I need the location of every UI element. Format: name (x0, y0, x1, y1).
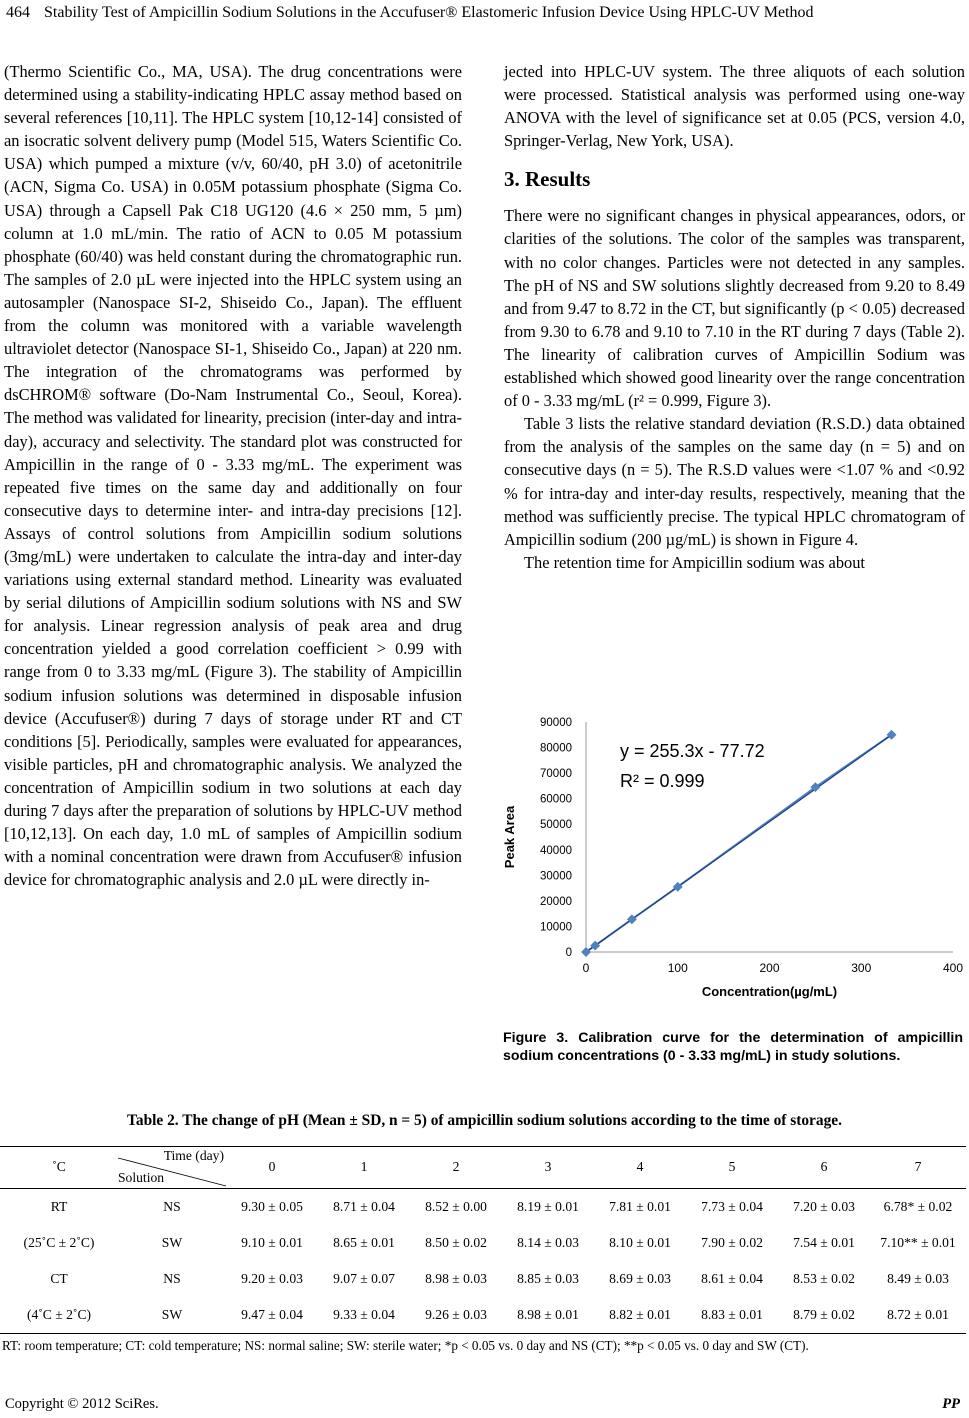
methods-paragraph: (Thermo Scientific Co., MA, USA). The drug concentrations were determined using a stability-indicating HPLC assay method based on several references [10,11]. The HPLC system [10,12-14] consisted of an isocratic solvent delivery pump (Model 515, Waters Scientific Co. USA) which pumped a mixture (v/v, 60/40, pH 3.0) of acetonitrile (ACN, Sigma Co. USA) in 0.05M potassium phosphate (Sigma Co. USA) through a Capsell Pak C18 UG120 (4.6 × 250 mm, 5 µm) column at 1.0 mL/min. The ratio of ACN to 0.05 M potassium phosphate (60/40) was held constant during the chromatographic run. The samples of 2.0 µL were injected into the HPLC system using an autosampler (Nanospace SI-2, Shiseido Co., Japan). The effluent from the column was monitored with a variable wavelength ultraviolet detector (Nanospace SI-1, Shiseido Co., Japan) at 220 nm. The integration of the chromatograms was performed by dsCHROM® software (Do-Nam Instrumental Co., Seoul, Korea). The method was validated for linearity, precision (inter-day and intra-day), accuracy and selectivity. The standard plot was constructed for Ampicillin in the range of 0 - 3.33 mg/mL. The experiment was repeated five times on the same day and additionally on four consecutive days to determine inter- and intra-day precisions [12]. Assays of control solutions from Ampicillin sodium solutions (3mg/mL) were undertaken to calculate the intra-day and inter-day variations using external standard method. Linearity was evaluated by serial dilutions of Ampicillin sodium solutions with NS and SW for analysis. Linear regression analysis of peak area and drug concentration yielded a good correlation coefficient > 0.99 with range from 0 to 3.33 mg/mL (Figure 3). The stability of Ampicillin sodium infusion solutions was determined in disposable infusion device (Accufuser®) during 7 days of storage under RT and CT conditions [5]. Periodically, samples were evaluated for appearances, visible particles, pH and chromatographic analysis. We analyzed the concentration of Ampicillin sodium in two solutions at each day during 7 days after the preparation of solutions by HPLC-UV method [10,12,13]. On each day, 1.0 mL of samples of Ampicillin sodium with a nominal concentration were drawn from Accufuser® infusion device for chromatographic analysis and 2.0 µL were directly in- (4, 62, 462, 890)
solution-type: SW (161, 1307, 183, 1322)
x-tick-label: 0 (582, 961, 590, 975)
header-diagonal-line (118, 1146, 228, 1188)
ph-value: 7.81 ± 0.01 (609, 1199, 671, 1214)
r2-annotation: R² = 0.999 (620, 771, 705, 791)
figure-caption: Figure 3. Calibration curve for the determination of ampicillin sodium concentrations (0 - 3.33 mg/mL) in study solutions. (503, 1030, 963, 1064)
ph-value: 8.10 ± 0.01 (609, 1235, 671, 1250)
day-header: 7 (870, 1146, 966, 1189)
results-paragraph-3: The retention time for Ampicillin sodium was about (524, 552, 865, 572)
right-column (504, 60, 965, 574)
ph-value: 8.69 ± 0.03 (609, 1271, 671, 1286)
ph-value: 9.07 ± 0.07 (333, 1271, 395, 1286)
equation-annotation: y = 255.3x - 77.72 (620, 741, 765, 761)
storage-condition: RT (50, 1199, 68, 1214)
day-header: 2 (410, 1146, 502, 1189)
y-tick-label: 20000 (540, 895, 572, 908)
running-title: Stability Test of Ampicillin Sodium Solutions in the Accufuser® Elastomeric Infusion Device Using HPLC-UV Method (44, 4, 814, 21)
left-column (4, 60, 462, 891)
storage-condition: (4˚C ± 2˚C) (26, 1307, 92, 1322)
x-tick-label: 200 (759, 961, 780, 975)
results-paragraph-2: Table 3 lists the relative standard deviation (R.S.D.) data obtained from the analysis of the samples on the same day (n = 5) and on consecutive days (n = 5). The R.S.D values were <1.07 % and <0.92 % for intra-day and inter-day results, respectively, meaning that the method was sufficiently precise. The typical HPLC chromatogram of Ampicillin sodium (200 µg/mL) is shown in Figure 4. (504, 414, 965, 549)
ph-value: 9.10 ± 0.01 (241, 1235, 303, 1250)
ph-value: 8.83 ± 0.01 (701, 1307, 763, 1322)
ph-value: 8.19 ± 0.01 (517, 1199, 579, 1214)
table-row (0, 1225, 966, 1261)
ph-value: 9.33 ± 0.04 (333, 1307, 395, 1322)
methods-end-paragraph: jected into HPLC-UV system. The three aliquots of each solution were processed. Statistical analysis was performed using one-way ANOVA with the level of significance set at 0.05 (PCS, version 4.0, Springer-Verlag, New York, USA). (504, 62, 965, 151)
ph-value: 9.20 ± 0.03 (241, 1271, 303, 1286)
ph-value: 8.50 ± 0.02 (425, 1235, 487, 1250)
solution-header: Solution (118, 1170, 165, 1185)
ph-value: 8.71 ± 0.04 (333, 1199, 395, 1214)
solution-type: NS (163, 1271, 181, 1286)
ph-value: 9.47 ± 0.04 (241, 1307, 303, 1322)
table-row (0, 1261, 966, 1297)
results-paragraph-1: There were no significant changes in physical appearances, odors, or clarities of the solutions. The color of the samples was transparent, with no color changes. Particles were not detected in any samples. The pH of NS and SW solutions slightly decreased from 9.20 to 8.49 and from 9.47 to 8.72 in the CT, but significantly (p < 0.05) decreased from 9.30 to 6.78 and 9.10 to 7.10 in the RT during 7 days (Table 2). The linearity of calibration curves of Ampicillin Sodium was established which showed good linearity over the range concentration of 0 - 3.33 mg/mL (r² = 0.999, Figure 3). (504, 206, 965, 411)
y-axis-label: Peak Area (502, 805, 517, 869)
page-footer (5, 1396, 960, 1413)
unit-header: ˚C (0, 1146, 118, 1189)
y-tick-label: 30000 (540, 870, 572, 883)
table-row (0, 1189, 966, 1226)
y-tick-label: 40000 (540, 844, 572, 857)
y-tick-label: 0 (565, 947, 572, 959)
ph-value: 7.54 ± 0.01 (793, 1235, 855, 1250)
ph-value: 8.52 ± 0.00 (425, 1199, 487, 1214)
y-tick-label: 70000 (540, 768, 572, 781)
y-tick-label: 90000 (540, 717, 572, 729)
ph-value: 9.30 ± 0.05 (241, 1199, 303, 1214)
ph-value: 8.65 ± 0.01 (333, 1235, 395, 1250)
ph-value: 8.85 ± 0.03 (517, 1271, 579, 1286)
ph-value: 8.49 ± 0.03 (887, 1271, 949, 1286)
ph-value: 8.82 ± 0.01 (609, 1307, 671, 1322)
y-tick-label: 80000 (540, 742, 572, 755)
calibration-chart (502, 712, 964, 1040)
day-header: 5 (686, 1146, 778, 1189)
page-number: 464 (6, 4, 30, 21)
table-caption: Table 2. The change of pH (Mean ± SD, n = 5) of ampicillin sodium solutions according to the time of storage. (127, 1112, 842, 1129)
ph-value: 9.26 ± 0.03 (425, 1307, 487, 1322)
storage-condition: CT (50, 1271, 68, 1286)
ph-value: 8.98 ± 0.01 (517, 1307, 579, 1322)
ph-value: 8.61 ± 0.04 (701, 1271, 763, 1286)
table-bottom-rule (0, 1333, 966, 1334)
copyright: Copyright © 2012 SciRes. (5, 1396, 159, 1412)
ph-value: 7.73 ± 0.04 (701, 1199, 763, 1214)
ph-value: 7.90 ± 0.02 (701, 1235, 763, 1250)
ph-value: 8.14 ± 0.03 (517, 1235, 579, 1250)
ph-value: 8.79 ± 0.02 (793, 1307, 855, 1322)
x-axis-label: Concentration(µg/mL) (701, 984, 838, 999)
day-header: 3 (502, 1146, 594, 1189)
results-heading: 3. Results (504, 167, 591, 192)
y-tick-label: 10000 (540, 921, 572, 934)
x-tick-label: 300 (851, 961, 872, 975)
y-tick-label: 50000 (540, 819, 572, 832)
ph-value: 7.10** ± 0.01 (880, 1235, 956, 1250)
solution-type: NS (163, 1199, 181, 1214)
ph-value: 8.53 ± 0.02 (793, 1271, 855, 1286)
day-header: 0 (226, 1146, 318, 1189)
storage-condition: (25˚C ± 2˚C) (23, 1235, 95, 1250)
ph-value: 7.20 ± 0.03 (793, 1199, 855, 1214)
solution-type: SW (161, 1235, 183, 1250)
x-tick-label: 400 (942, 961, 964, 975)
day-header: 6 (778, 1146, 870, 1189)
y-tick-label: 60000 (540, 793, 572, 806)
table-row (0, 1297, 966, 1333)
ph-value: 8.98 ± 0.03 (425, 1271, 487, 1286)
day-header: 4 (594, 1146, 686, 1189)
journal-abbrev: PP (942, 1396, 960, 1412)
ph-value: 6.78* ± 0.02 (883, 1199, 953, 1214)
time-header: Time (day) (163, 1148, 224, 1163)
day-header: 1 (318, 1146, 410, 1189)
table-footnote: RT: room temperature; CT: cold temperature; NS: normal saline; SW: sterile water; *p < 0.05 vs. 0 day and NS (CT); **p < 0.05 vs. 0 day and SW (CT). (2, 1338, 809, 1353)
running-header (6, 0, 961, 28)
x-tick-label: 100 (667, 961, 688, 975)
ph-value: 8.72 ± 0.01 (887, 1307, 949, 1322)
